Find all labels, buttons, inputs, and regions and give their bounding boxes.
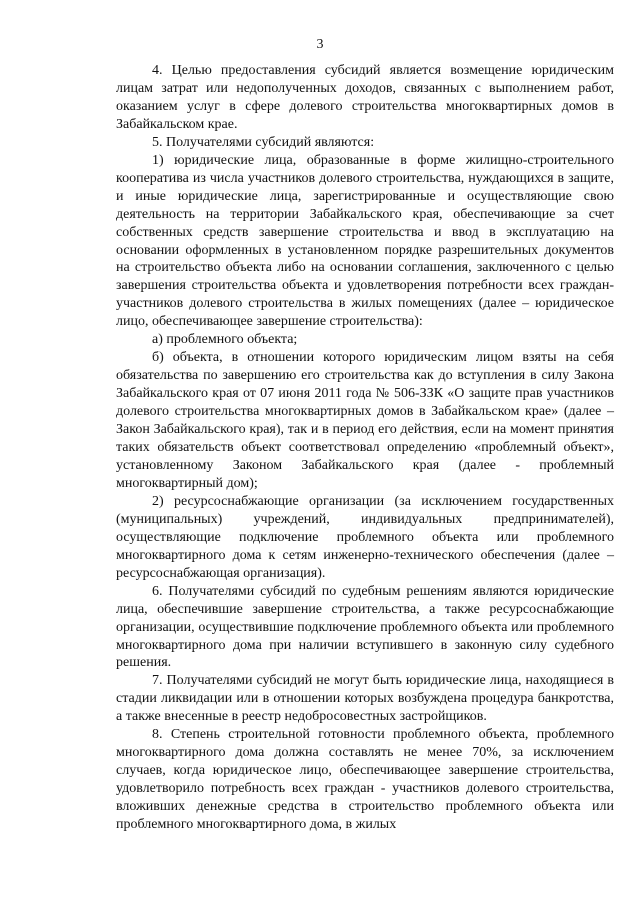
paragraph-clause-5-heading: 5. Получателями субсидий являются: [152,134,375,150]
paragraph-clause-4: 4. Целью предоставления субсидий является возмещение юридическим лицам затрат или недополученных доходов, связанных с выполнением работ, оказанием услуг в сфере долевого строительства многоквартирных домов в Забайкальском крае. [116,63,614,132]
paragraph-item-1-legal-entities: 1) юридические лица, образованные в форме жилищно-строительного кооператива из числа участников долевого строительства, нуждающихся в защите, и иные юридические лица, зарегистрированные и осуществляющие свою деятельность на территории Забайкальского края, обеспечивающие за счет собственных средств завершение строительства и ввод в эксплуатацию на основании оформленных в установленном порядке разрешительных документов на строительство объекта либо на основании соглашения, заключенного с целью завершения строительства объекта и удовлетворения потребности всех граждан-участников долевого строительства в жилых помещениях (далее – юридическое лицо, обеспечивающее завершение строительства): [116,152,614,330]
document-body [116,62,614,834]
paragraph-clause-8: 8. Степень строительной готовности проблемного объекта, проблемного многоквартирного дома должна составлять не менее 70%, за исключением случаев, когда юридическое лицо, обеспечивающее завершение строительства, удовлетворило потребность всех граждан - участников долевого строительства, вложивших денежные средства в строительство проблемного объекта или проблемного многоквартирного дома, в жилых [116,727,614,833]
paragraph-item-2-resource-organizations: 2) ресурсоснабжающие организации (за исключением государственных (муниципальных) учреждений, индивидуальных предпринимателей), осуществляющие подключение проблемного объекта или проблемного многоквартирного дома к сетям инженерно-технического обеспечения (далее – ресурсоснабжающая организация). [116,493,614,581]
paragraph-clause-6: 6. Получателями субсидий по судебным решениям являются юридические лица, обеспечившие завершение строительства, а также ресурсоснабжающие организации, осуществившие подключение проблемного объекта или проблемного многоквартирного дома при наличии вступившего в законную силу судебного решения. [116,583,614,671]
paragraph-clause-7: 7. Получателями субсидий не могут быть юридические лица, находящиеся в стадии ликвидации или в отношении которых возбуждена процедура банкротства, а также внесенные в реестр недобросовестных застройщиков. [116,673,614,725]
paragraph-subitem-a: а) проблемного объекта; [152,332,298,348]
paragraph-subitem-b: б) объекта, в отношении которого юридическим лицом взяты на себя обязательства по завершению его строительства как до вступления в силу Закона Забайкальского края от 07 июня 2011 года № 506-ЗЗК «О защите прав участников долевого строительства многоквартирных домов в Забайкальском крае» (далее – Закон Забайкальского края), так и в период его действия, если на момент принятия таких обязательств объект соответствовал определению «проблемный объект», установленному Законом Забайкальского края (далее - проблемный многоквартирный дом); [116,350,614,491]
page-number: 3 [316,37,324,52]
